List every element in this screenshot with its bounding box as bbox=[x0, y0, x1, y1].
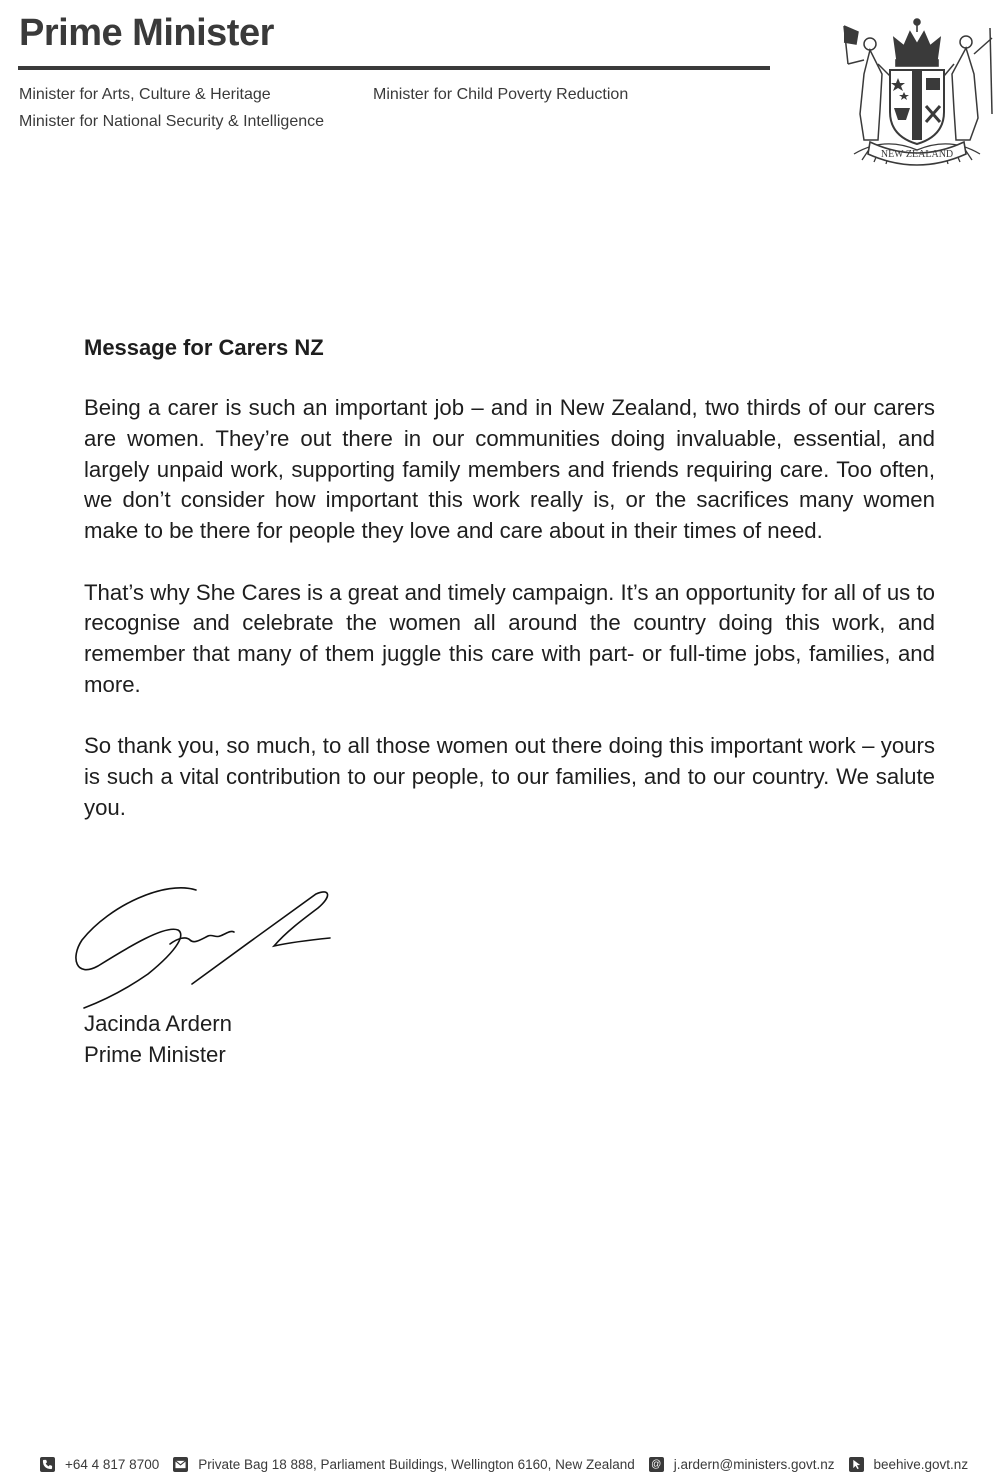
portfolio-child-poverty: Minister for Child Poverty Reduction bbox=[373, 86, 629, 103]
footer-email-link[interactable]: j.ardern@ministers.govt.nz bbox=[673, 1456, 835, 1472]
cursor-icon bbox=[849, 1457, 864, 1472]
crest-banner-text: NEW ZEALAND bbox=[880, 149, 954, 160]
coat-of-arms-logo bbox=[834, 14, 1000, 174]
signoff-name: Jacinda Ardern bbox=[84, 1011, 233, 1036]
at-sign-icon: @ bbox=[649, 1457, 664, 1472]
letterhead-divider bbox=[18, 66, 770, 70]
paragraph-1: Being a carer is such an important job – and in New Zealand, two thirds of our carers are women. They’re out there in our communities doing invaluable, essential, and largely unpaid work, supporting family members and friends requiring care. Too often, we don’t consider how important this work really is, or the sacrifices many women make to be there for people they love and care about in their times of need. bbox=[84, 395, 935, 544]
phone-icon bbox=[40, 1457, 55, 1472]
paragraph-2: That’s why She Cares is a great and timely campaign. It’s an opportunity for all of us to recognise and celebrate the women all around the country doing this work, and remember that many of them juggle this care with part- or full-time jobs, families, and more. bbox=[84, 579, 935, 697]
footer-website[interactable] bbox=[849, 1457, 969, 1472]
portfolio-arts: Minister for Arts, Culture & Heritage bbox=[19, 86, 271, 103]
footer-address bbox=[173, 1457, 635, 1472]
footer-website-link[interactable]: beehive.govt.nz bbox=[873, 1456, 969, 1472]
envelope-icon bbox=[173, 1457, 188, 1472]
signoff-title: Prime Minister bbox=[84, 1042, 226, 1067]
letterhead-title: Prime Minister bbox=[19, 12, 274, 54]
footer bbox=[40, 1453, 982, 1475]
handwritten-signature bbox=[70, 880, 335, 1010]
letter-body bbox=[84, 333, 935, 854]
signoff bbox=[84, 1008, 232, 1070]
letter-heading: Message for Carers NZ bbox=[84, 335, 324, 360]
footer-address-text: Private Bag 18 888, Parliament Buildings, Wellington 6160, New Zealand bbox=[198, 1456, 635, 1472]
footer-email[interactable] bbox=[649, 1457, 835, 1472]
portfolio-security: Minister for National Security & Intelligence bbox=[19, 113, 325, 130]
footer-phone-text: +64 4 817 8700 bbox=[65, 1456, 160, 1472]
paragraph-3: So thank you, so much, to all those women out there doing this important work – yours is such a vital contribution to our people, to our families, and to our country. We salute you. bbox=[84, 733, 935, 820]
footer-phone bbox=[40, 1457, 159, 1472]
